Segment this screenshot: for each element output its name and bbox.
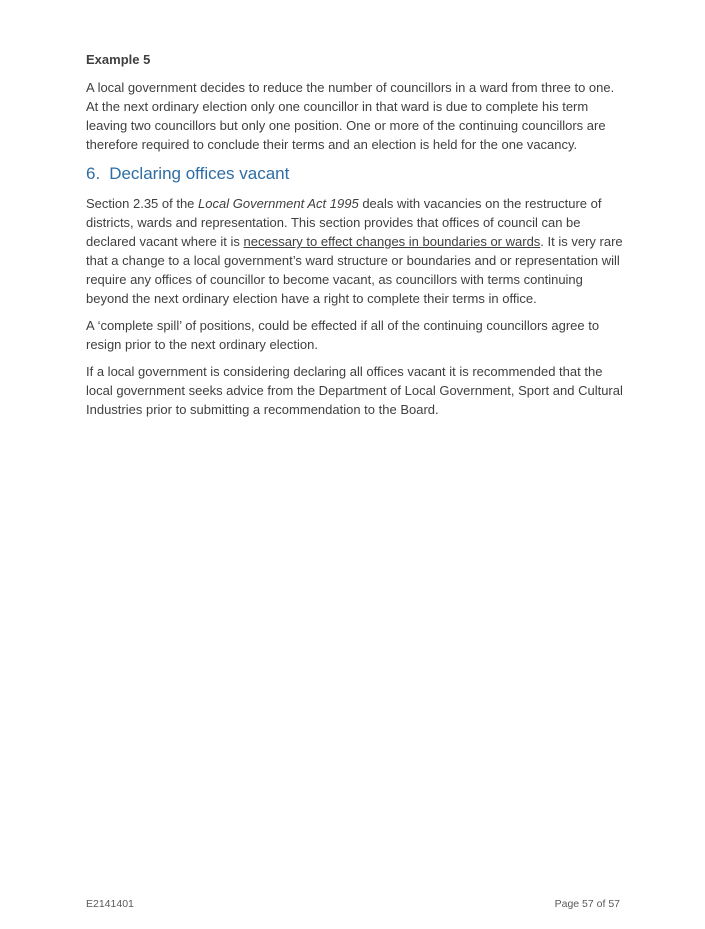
section-heading	[86, 162, 624, 186]
text-run-normal: deals with vacancies on the restructure of districts, wards and representation. This section provides that offices of council can be declared vacant where it is	[86, 196, 602, 249]
example-heading: Example 5	[86, 52, 151, 67]
section-paragraph-1	[86, 194, 624, 308]
text-run-normal: Section 2.35 of the	[86, 196, 199, 211]
page-footer	[86, 897, 620, 911]
text-run-italic: Local Government Act 1995	[198, 196, 359, 211]
footer-page-number: Page 57 of 57	[554, 898, 620, 910]
text-run-normal: . It is very rare that a change to a local government’s ward structure or boundaries and or representation will require any offices of councillor to become vacant, as councillors with terms continuing beyond the next ordinary election have a right to complete their terms in office.	[86, 234, 623, 306]
section-paragraph-2: A ‘complete spill’ of positions, could be effected if all of the continuing councillors agree to resign prior to the next ordinary election.	[86, 318, 600, 352]
text-run-underline: necessary to effect changes in boundaries or wards	[243, 234, 541, 249]
section-number: 6.	[86, 164, 101, 183]
section-paragraph-3: If a local government is considering declaring all offices vacant it is recommended that the local government seeks advice from the Department of Local Government, Sport and Cultural Industries prior to submitting a recommendation to the Board.	[86, 364, 623, 417]
page-content	[86, 50, 624, 427]
section-title: Declaring offices vacant	[109, 164, 290, 183]
example-body-paragraph: A local government decides to reduce the number of councillors in a ward from three to one. At the next ordinary election only one councillor in that ward is due to complete his term leaving two councillors but only one position. One or more of the continuing councillors are therefore required to conclude their terms and an election is held for the one vacancy.	[86, 80, 615, 152]
footer-document-id: E2141401	[86, 898, 134, 910]
